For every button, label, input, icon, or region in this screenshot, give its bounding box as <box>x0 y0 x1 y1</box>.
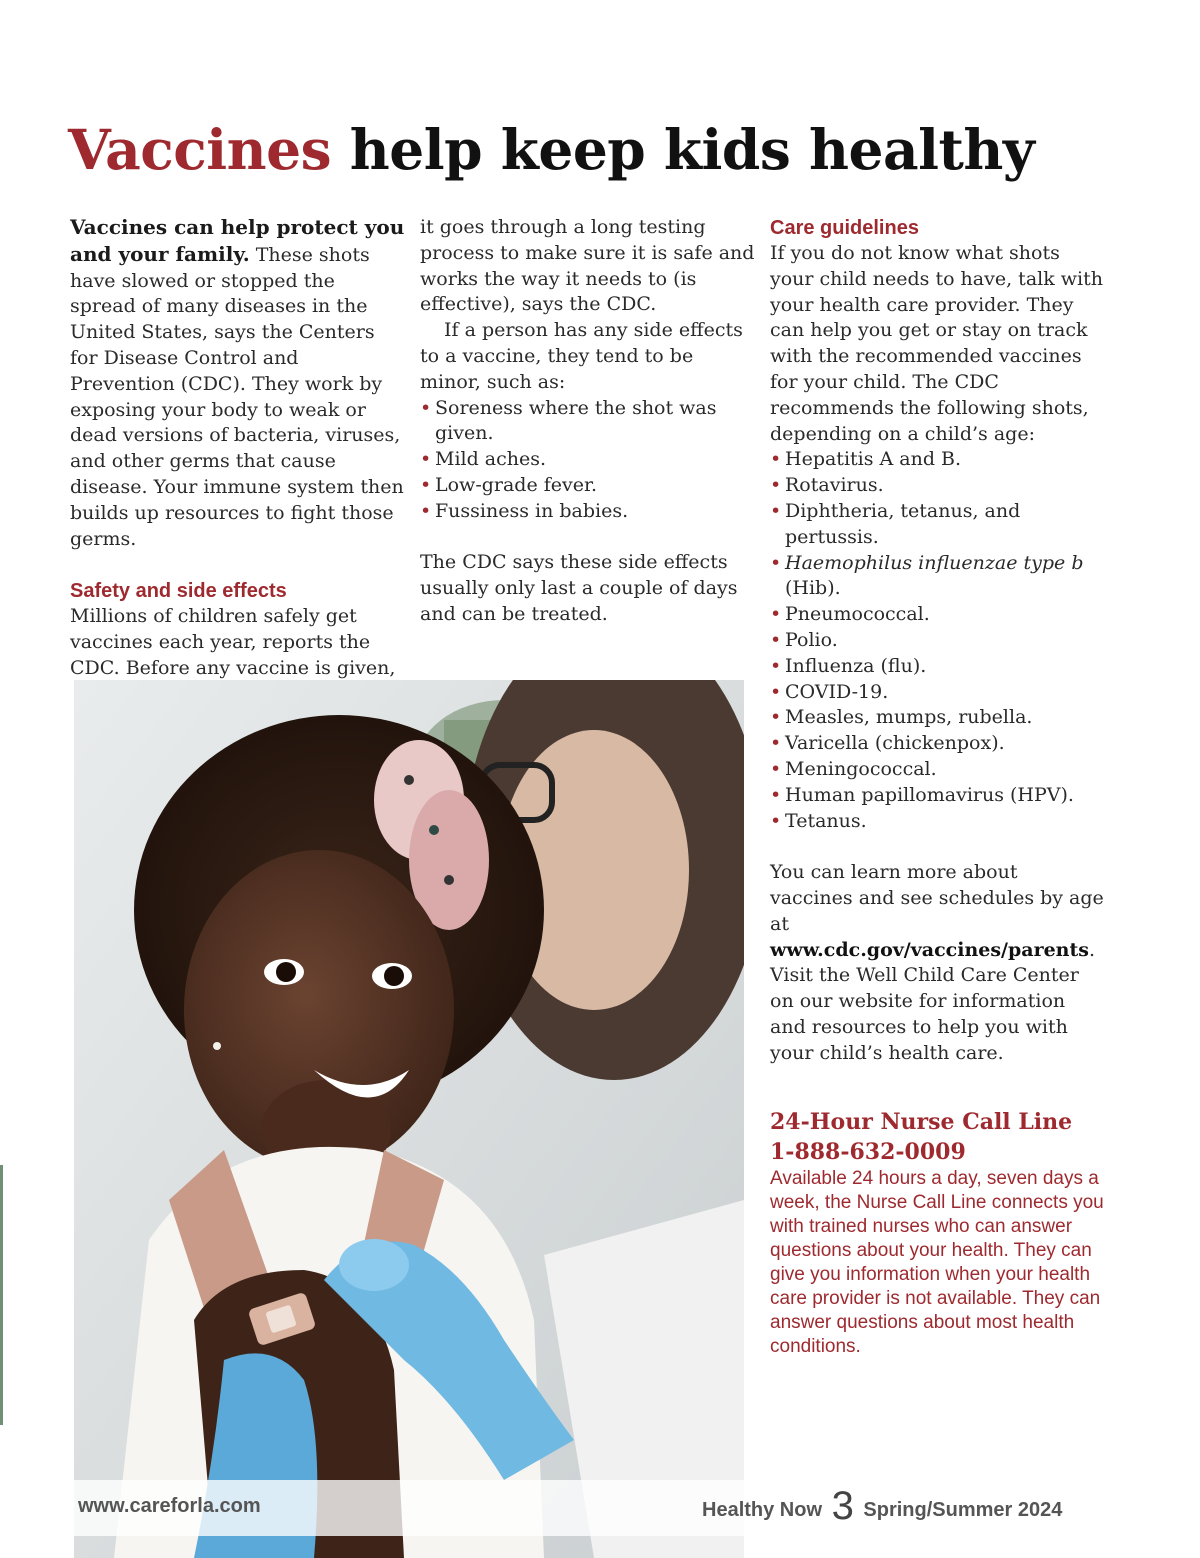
care-text: If you do not know what shots your child needs to have, talk with your health care provider. They can help you get or stay on track with the recommended vaccines for your child. The CDC recommends the following shots, depending on a child’s age: <box>770 242 1103 445</box>
intro-text: These shots have slowed or stopped the spread of many diseases in the United States, says the Centers for Disease Control and Prevention (CDC). They work by exposing your body to weak or dead versions of bacteria, viruses, and other germs that cause disease. Your immune system then builds up resources to fight those germs. <box>70 243 404 550</box>
list-item: • Human papillomavirus (HPV). <box>770 783 1105 809</box>
nurse-line-heading: 24-Hour Nurse Call Line <box>770 1108 1073 1135</box>
intro-lead: Vaccines can help protect you and your family. <box>70 215 405 266</box>
nurse-line-text: Available 24 hours a day, seven days a week, the Nurse Call Line connects you with trained nurses who can answer questions about your health. They can give you information when your health care provider is not available. They can answer questions about most health conditions. <box>770 1167 1104 1357</box>
page-number: 3 <box>831 1484 854 1528</box>
list-item: • Tetanus. <box>770 809 1105 835</box>
safety-heading: Safety and side effects <box>70 580 287 603</box>
list-item: • Low-grade fever. <box>420 473 755 499</box>
hib-rest: (Hib). <box>785 577 841 600</box>
list-item: • Hepatitis A and B. <box>770 447 1105 473</box>
list-item: • Pneumococcal. <box>770 602 1105 628</box>
list-item: • Diphtheria, tetanus, and pertussis. <box>770 499 1105 551</box>
cdc-link[interactable]: www.cdc.gov/vaccines/parents <box>770 938 1089 961</box>
learn-more-paragraph <box>770 860 1105 1066</box>
safety-text-part2: it goes through a long testing process to make sure it is safe and works the way it needs to (is effective), says the CDC. <box>420 216 755 316</box>
column-1 <box>70 215 405 682</box>
list-item: • Mild aches. <box>420 447 755 473</box>
side-effects-list <box>420 396 755 525</box>
learn-more-pre: You can learn more about vaccines and see schedules by age at <box>770 861 1104 935</box>
list-item: • COVID-19. <box>770 680 1105 706</box>
footer-publication-info <box>702 1486 1062 1526</box>
footer-issue: Spring/Summer 2024 <box>863 1499 1063 1521</box>
list-item: • Rotavirus. <box>770 473 1105 499</box>
column-2 <box>420 215 755 628</box>
page-title <box>68 118 1034 181</box>
hib-italic: Haemophilus influenzae type b <box>785 551 1084 574</box>
safety-text-part1: Millions of children safely get vaccines each year, reports the CDC. Before any vaccine is given, <box>70 605 396 679</box>
list-item: • Influenza (flu). <box>770 654 1105 680</box>
list-item: • Polio. <box>770 628 1105 654</box>
list-item: • Meningococcal. <box>770 757 1105 783</box>
footer-publication: Healthy Now <box>702 1499 823 1521</box>
child-vaccination-photo <box>74 680 744 1558</box>
nurse-line-phone[interactable]: 1-888-632-0009 <box>770 1138 966 1165</box>
side-effects-closing: The CDC says these side effects usually only last a couple of days and can be treated. <box>420 551 738 625</box>
care-heading: Care guidelines <box>770 217 919 239</box>
learn-more-post: . Visit the Well Child Care Center on our website for information and resources to help you with your child’s health care. <box>770 938 1096 1064</box>
column-3 <box>770 215 1105 1359</box>
list-item: • Measles, mumps, rubella. <box>770 705 1105 731</box>
title-rest: help keep kids healthy <box>349 117 1035 182</box>
intro-paragraph <box>70 215 405 552</box>
side-effects-intro: If a person has any side effects to a vaccine, they tend to be minor, such as: <box>420 319 743 393</box>
list-item: • Varicella (chickenpox). <box>770 731 1105 757</box>
list-item: • Fussiness in babies. <box>420 499 755 525</box>
list-item <box>770 551 1105 603</box>
page-edge-decoration <box>0 1165 3 1425</box>
list-item: • Soreness where the shot was given. <box>420 396 755 448</box>
title-accent: Vaccines <box>68 117 332 182</box>
footer-website[interactable]: www.careforla.com <box>78 1495 261 1517</box>
shots-list <box>770 447 1105 834</box>
